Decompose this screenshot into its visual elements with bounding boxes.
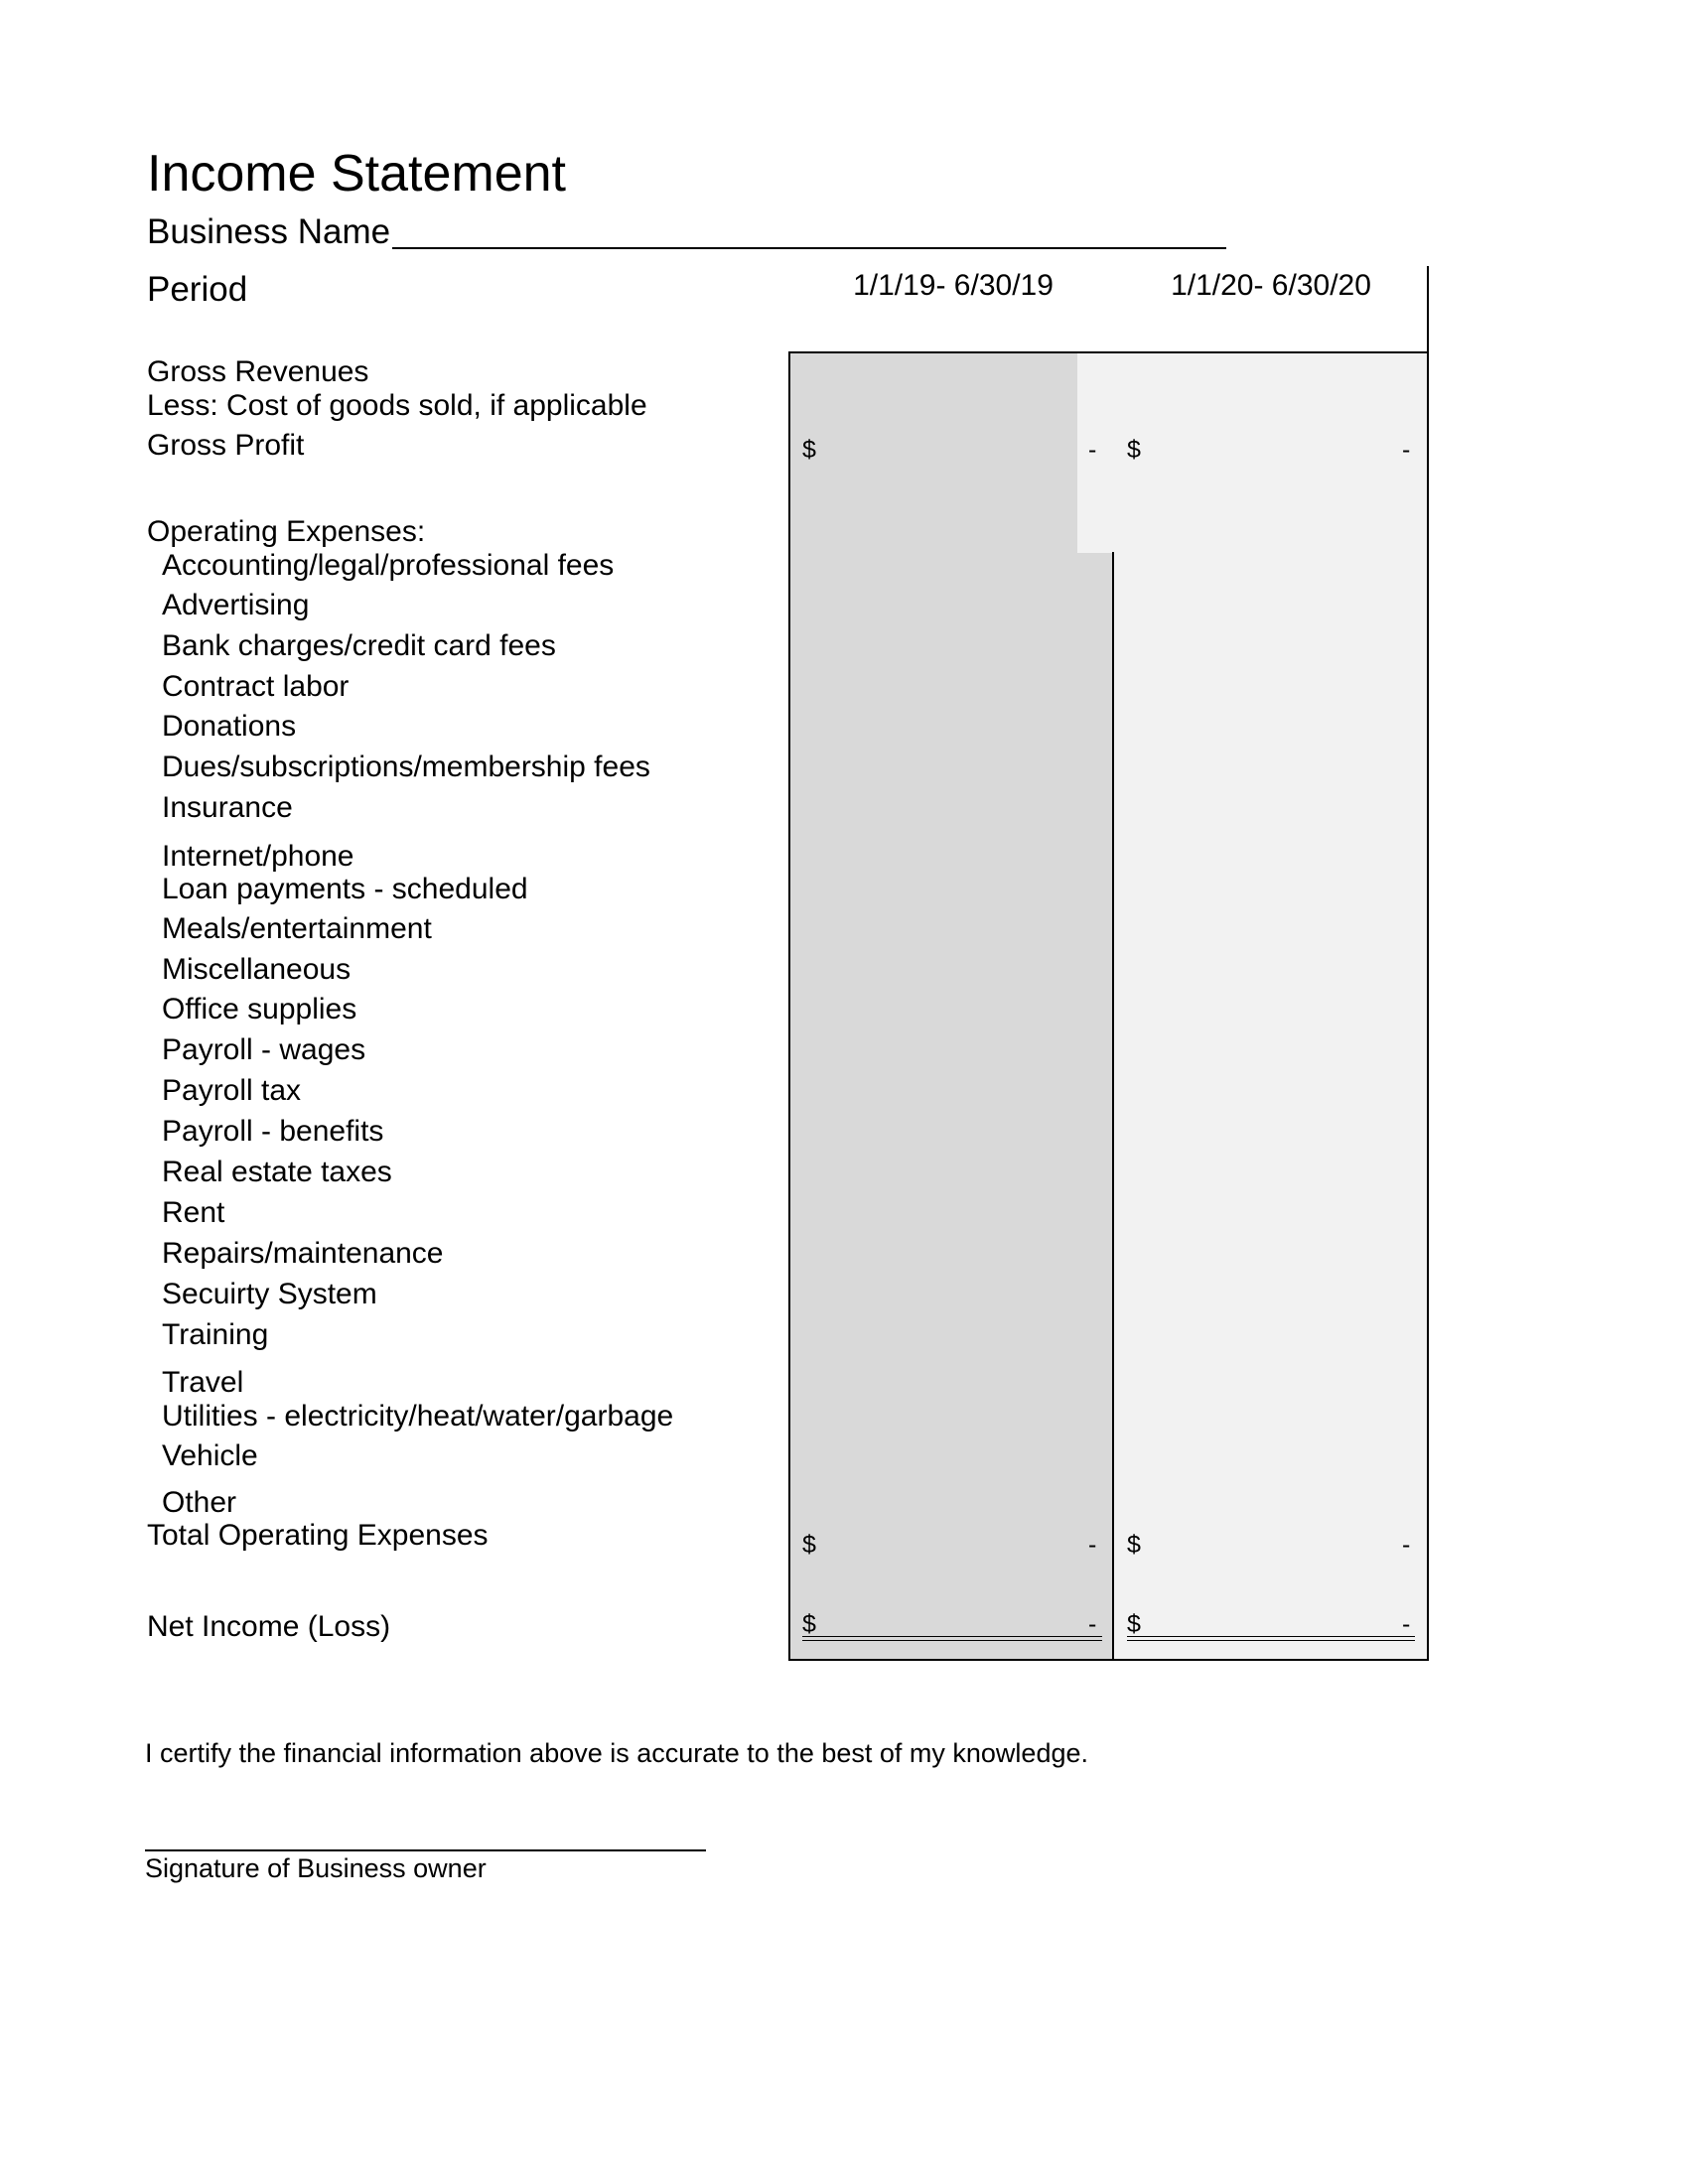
expense-item: Loan payments - scheduled [162,873,528,905]
expense-item: Repairs/maintenance [162,1237,444,1270]
expense-item: Miscellaneous [162,953,352,986]
business-name-label: Business Name [147,212,391,251]
expense-item: Office supplies [162,993,357,1025]
header-right-border [1427,266,1429,353]
operating-expenses-label: Operating Expenses: [147,515,426,548]
expense-item: Dues/subscriptions/membership fees [162,751,650,783]
period-label: Period [147,270,248,309]
column-header-2020: 1/1/20- 6/30/20 [1171,269,1371,302]
table-left-border [788,351,790,1661]
total-opex-2019-currency: $ [802,1531,816,1559]
certification-text: I certify the financial information above is accurate to the best of my knowledge. [145,1738,1088,1768]
gross-profit-label: Gross Profit [147,429,305,462]
expense-item: Bank charges/credit card fees [162,629,556,662]
expense-item: Internet/phone [162,840,354,873]
table-right-border [1427,351,1429,1661]
expense-item: Travel [162,1366,244,1399]
net-income-2019-currency: $ [802,1610,816,1638]
net-income-2020-currency: $ [1127,1610,1141,1638]
expense-item: Advertising [162,589,310,621]
column-2019-fill [789,352,1077,553]
expense-item: Insurance [162,791,293,824]
net-income-2020-double-underline [1127,1636,1415,1641]
total-opex-2020-value[interactable]: - [1402,1531,1411,1559]
gross-profit-2020-currency: $ [1127,436,1141,464]
net-income-2019-value[interactable]: - [1088,1610,1097,1638]
column-2020-fill-lower [1114,553,1430,1660]
gross-revenues-label: Gross Revenues [147,355,369,388]
expense-item: Contract labor [162,670,350,703]
expense-item: Payroll tax [162,1074,302,1107]
net-income-2020-value[interactable]: - [1402,1610,1411,1638]
page-title: Income Statement [147,145,566,203]
total-opex-2020-currency: $ [1127,1531,1141,1559]
expense-item: Utilities - electricity/heat/water/garbage [162,1400,674,1433]
column-divider [1112,552,1114,1661]
expense-item: Meals/entertainment [162,912,432,945]
expense-item: Training [162,1318,269,1351]
expense-item: Payroll - wages [162,1033,366,1066]
expense-item: Other [162,1486,237,1519]
net-income-2019-double-underline [802,1636,1102,1641]
expense-item: Donations [162,710,297,743]
total-operating-expenses-label: Total Operating Expenses [147,1519,489,1552]
column-2019-fill-lower [789,553,1114,1660]
expense-item: Real estate taxes [162,1156,392,1188]
expense-item: Accounting/legal/professional fees [162,549,615,582]
expense-item: Payroll - benefits [162,1115,384,1148]
expense-item: Secuirty System [162,1278,377,1310]
business-name-field[interactable] [392,247,1226,249]
column-header-2019: 1/1/19- 6/30/19 [853,269,1054,302]
table-top-border [788,351,1429,353]
expense-item: Vehicle [162,1439,258,1472]
total-opex-2019-value[interactable]: - [1088,1531,1097,1559]
signature-label: Signature of Business owner [145,1853,487,1883]
gross-profit-2020-value[interactable]: - [1402,436,1411,464]
gross-profit-2019-currency: $ [802,436,816,464]
expense-item: Rent [162,1196,225,1229]
table-bottom-border [788,1659,1429,1661]
cogs-label: Less: Cost of goods sold, if applicable [147,389,647,422]
gross-profit-2019-value[interactable]: - [1088,436,1097,464]
net-income-label: Net Income (Loss) [147,1610,391,1643]
